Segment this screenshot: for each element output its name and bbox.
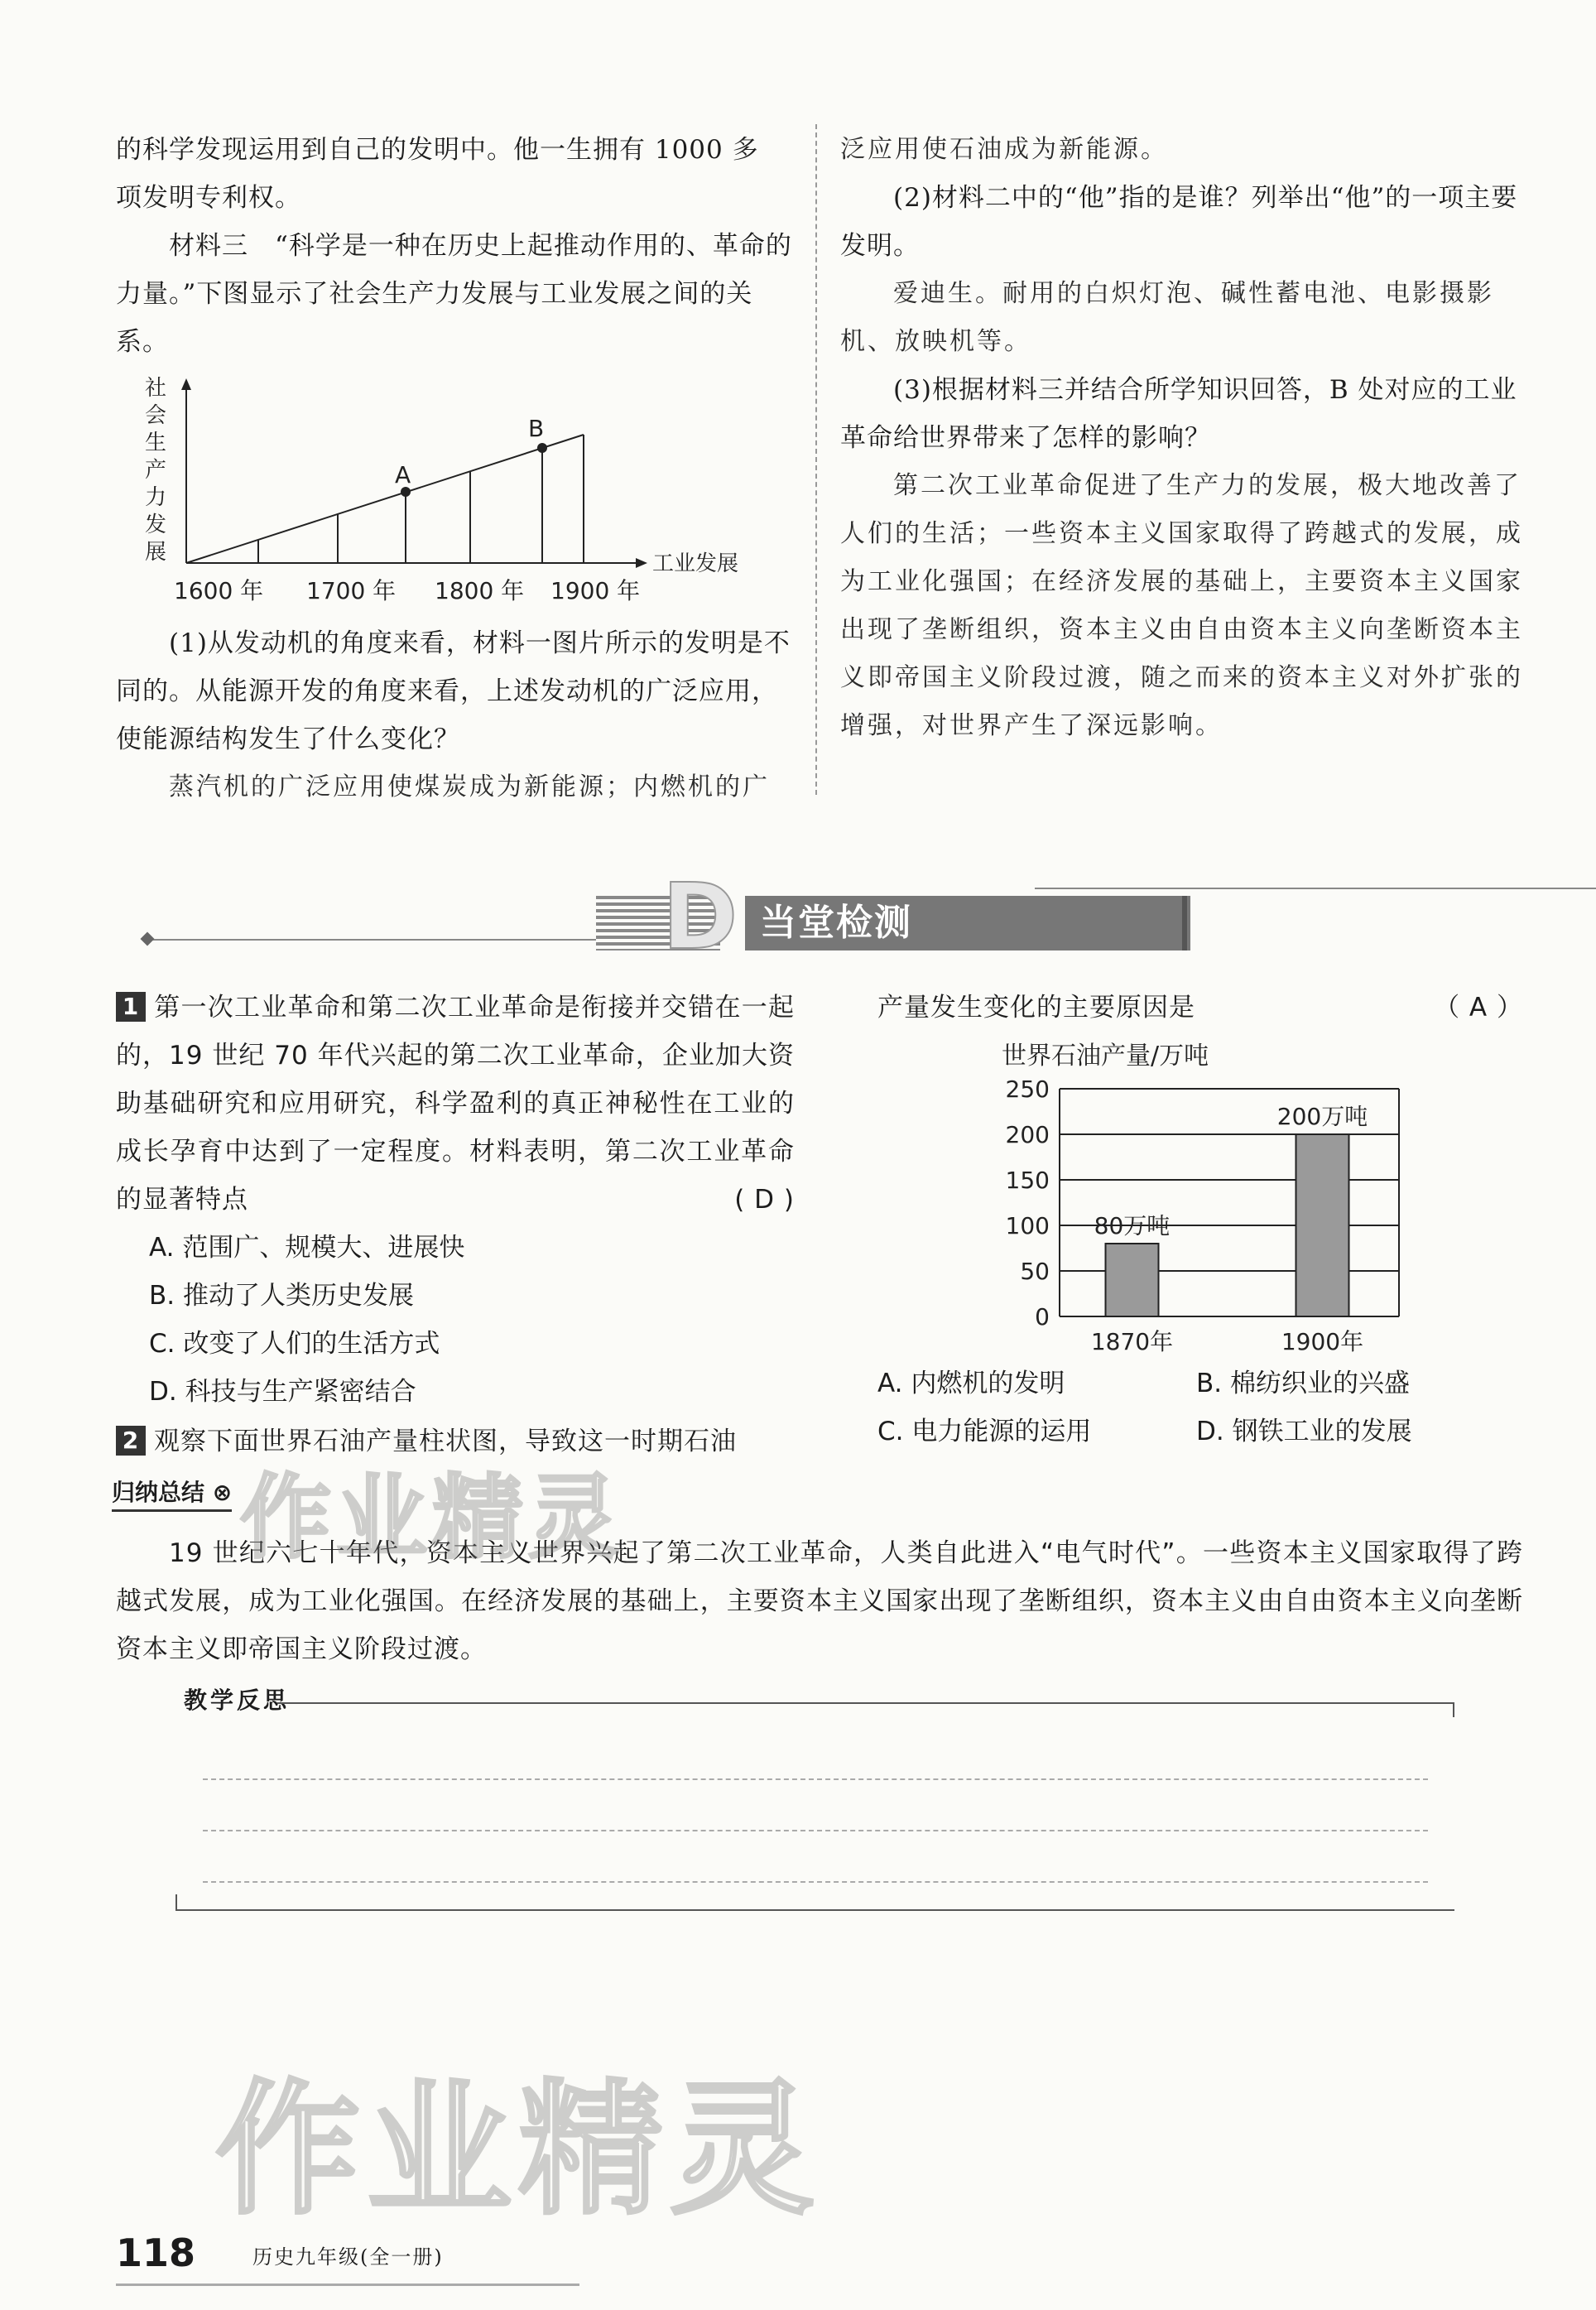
point-b-marker (537, 443, 547, 453)
reflection-line (203, 1830, 1428, 1831)
productivity-line-chart (141, 377, 770, 617)
question-3-text: (3)根据材料三并结合所学知识回答，B 处对应的工业革命给世界带来了怎样的影响？ (840, 375, 1517, 453)
y-axis-label-char: 生 (144, 431, 167, 455)
watermark-bottom: 作业精灵 (215, 2067, 821, 2235)
reflection-bottom-rule (175, 1909, 1454, 1911)
mc2-option-c: C. 电力能源的运用 (877, 1417, 1092, 1446)
section-diamond-left (141, 932, 155, 946)
mc1-stem-text: 第一次工业革命和第二次工业革命是衔接并交错在一起的，19 世纪 70 年代兴起的第二次工业革命，企业加大资助基础研究和应用研究，科学盈利的真正神秘性在工业的成长孕育中达到了一定程度。材料表明，第二次工业革命的显著特点 (116, 993, 795, 1215)
reflection-line (203, 1778, 1428, 1780)
question-1-text: (1)从发动机的角度来看，材料一图片所示的发明是不同的。从能源开发的角度来看，上述发动机的广泛应用，使能源结构发生了什么变化？ (116, 628, 791, 754)
material-3: 材料三 “科学是一种在历史上起推动作用的、革命的力量。”下图显示了社会生产力发展与工业发展之间的关系。 (116, 231, 792, 357)
question-1-answer: 蒸汽机的广泛应用使煤炭成为新能源；内燃机的广 (169, 772, 770, 801)
section-rule-left (149, 939, 596, 941)
point-b-label: B (528, 415, 545, 442)
reflection-line (203, 1881, 1428, 1883)
mc1-stem (116, 984, 795, 1224)
text-line: 项发明专利权。 (116, 183, 301, 213)
left-column-top (116, 126, 795, 366)
bar (1296, 1134, 1349, 1316)
right-column-top (840, 126, 1527, 750)
y-axis-label-char: 展 (144, 540, 167, 565)
mc2-option-b: B. 棉纺织业的兴盛 (1196, 1369, 1410, 1398)
y-tick-label: 100 (1005, 1212, 1050, 1239)
x-tick-label: 1600 年 (174, 577, 264, 604)
oil-production-bar-chart (952, 1027, 1449, 1358)
y-tick-label: 200 (1005, 1121, 1050, 1148)
y-axis-label-char: 发 (144, 513, 167, 537)
watermark-top: 作业精灵 (240, 1465, 624, 1571)
bar (1106, 1244, 1159, 1316)
mc1-answer: ( D ) (734, 1185, 795, 1215)
mc1-number: 1 (116, 992, 146, 1022)
question-3-answer: 第二次工业革命促进了生产力的发展，极大地改善了人们的生活；一些资本主义国家取得了跨越式的发展，成为工业化强国；在经济发展的基础上，主要资本主义国家出现了垄断组织，资本主义由自由资本主义向垄断资本主义即帝国主义阶段过渡，随之而来的资本主义对外扩张的增强，对世界产生了深远影响。 (840, 471, 1523, 740)
mc1-option-d: D. 科技与生产紧密结合 (149, 1377, 416, 1407)
section-header (149, 864, 1490, 970)
question-2-answer: 爱迪生。耐用的白炽灯泡、碱性蓄电池、电影摄影机、放映机等。 (840, 279, 1494, 356)
mc2-stem-text-2: 产量发生变化的主要原因是 (877, 993, 1195, 1023)
x-tick-label: 1900 年 (550, 577, 641, 604)
mc2-stem-text-1: 观察下面世界石油产量柱状图，导致这一时期石油 (154, 1427, 737, 1456)
mc2-stem-start (116, 1417, 795, 1465)
mc2-stem-cont (877, 984, 1523, 1032)
summary-label-text: 归纳总结 (112, 1479, 205, 1506)
mc1-option-a: A. 范围广、规模大、进展快 (149, 1233, 465, 1263)
x-axis-label: 工业发展 (652, 551, 739, 576)
mc-question-2 (877, 984, 1523, 1032)
mc2-answer: （ A ） (1434, 993, 1523, 1023)
summary-label (112, 1476, 232, 1512)
x-tick-label: 1800 年 (435, 577, 525, 604)
x-tick-label: 1700 年 (306, 577, 397, 604)
summary-label-icon: ⊗ (212, 1479, 233, 1506)
y-axis-label-char: 力 (144, 485, 167, 510)
point-a-label: A (395, 461, 411, 488)
reflection-corner (1453, 1702, 1454, 1717)
y-axis-label-char: 社 (144, 377, 167, 401)
book-title: 历史九年级(全一册) (252, 2245, 444, 2269)
footer-rule (116, 2284, 579, 2286)
question-1-answer-cont: 泛应用使石油成为新能源。 (840, 135, 1168, 164)
section-rule-right (1035, 888, 1596, 889)
y-axis-label (145, 377, 166, 565)
column-divider (815, 124, 817, 795)
trend-line (186, 435, 584, 563)
reflection-label: 教学反思 (184, 1687, 291, 1714)
bar-data-label: 200万吨 (1276, 1103, 1368, 1130)
reflection-top-rule (277, 1702, 1453, 1704)
reflection-corner (175, 1894, 177, 1909)
mc2-option-d: D. 钢铁工业的发展 (1196, 1417, 1412, 1446)
mc2-option-a: A. 内燃机的发明 (877, 1369, 1065, 1398)
y-tick-label: 250 (1005, 1076, 1050, 1103)
section-title: 当堂检测 (745, 896, 1190, 950)
y-axis-label-char: 会 (144, 403, 167, 428)
bar-data-label: 80万吨 (1094, 1212, 1171, 1239)
x-tick-label: 1870年 (1090, 1328, 1174, 1355)
x-axis-arrow (636, 558, 647, 568)
mc1-option-b: B. 推动了人类历史发展 (149, 1281, 414, 1311)
question-1 (116, 619, 795, 811)
y-axis-arrow (181, 378, 191, 390)
section-letter: D (662, 864, 738, 970)
summary-text: 19 世纪六七十年代，资本主义世界兴起了第二次工业革命，人类自此进入“电气时代”。一些资本主义国家取得了跨越式发展，成为工业化强国。在经济发展的基础上，主要资本主义国家出现了垄断组织，资本主义由自由资本主义向垄断资本主义即帝国主义阶段过渡。 (116, 1538, 1523, 1664)
chart-title: 世界石油产量/万吨 (1002, 1042, 1209, 1071)
y-tick-label: 150 (1005, 1167, 1050, 1194)
page-number: 118 (116, 2231, 196, 2275)
mc1-option-c: C. 改变了人们的生活方式 (149, 1329, 440, 1359)
mc-question-1 (116, 984, 795, 1465)
section-title-edge (1182, 896, 1187, 950)
text-line: 的科学发现运用到自己的发明中。他一生拥有 1000 多 (116, 135, 759, 165)
question-2-text: (2)材料二中的“他”指的是谁？列举出“他”的一项主要发明。 (840, 183, 1518, 261)
y-tick-label: 50 (1020, 1258, 1050, 1285)
y-tick-label: 0 (1035, 1303, 1050, 1331)
mc2-number: 2 (116, 1426, 146, 1456)
y-axis-label-char: 产 (144, 458, 167, 483)
x-tick-label: 1900年 (1281, 1328, 1364, 1355)
